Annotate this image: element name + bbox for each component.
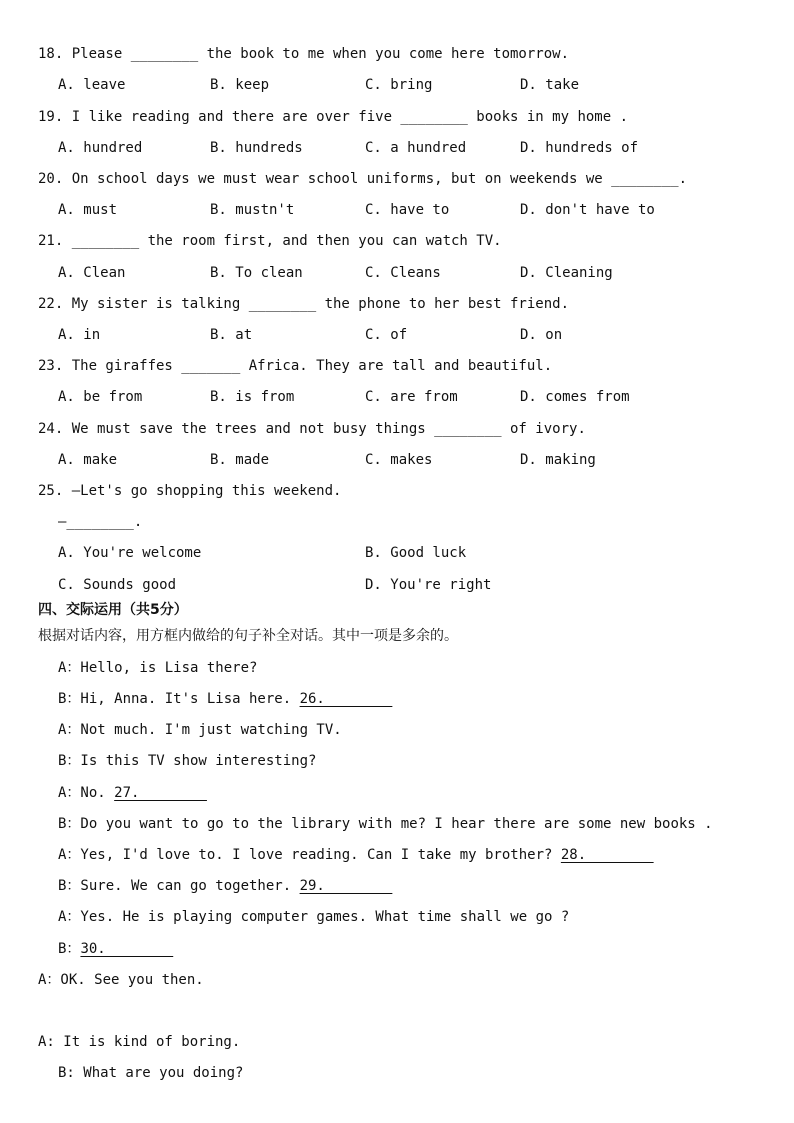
question-25: 25. —Let's go shopping this weekend.: [38, 483, 342, 499]
dialogue-line-10: B：30.________: [58, 941, 174, 957]
question-19: 19. I like reading and there are over five ________ books in my home .: [38, 109, 629, 125]
blank-28[interactable]: 28.________: [560, 847, 654, 863]
q22-option-b[interactable]: B. at: [210, 327, 253, 343]
dialogue-line-9: A：Yes. He is playing computer games. What time shall we go ?: [58, 909, 570, 925]
section-4-instruction: 根据对话内容，用方框内做给的句子补全对话。其中一项是多余的。: [38, 628, 458, 644]
q18-option-a[interactable]: A. leave: [58, 77, 126, 93]
blank-27[interactable]: 27.________: [114, 785, 207, 801]
q25-option-c[interactable]: C. Sounds good: [58, 577, 177, 593]
q22-option-d[interactable]: D. on: [520, 327, 563, 343]
section-4-title: 四、交际运用（共5分）: [38, 602, 188, 618]
q22-option-a[interactable]: A. in: [58, 327, 101, 343]
question-24: 24. We must save the trees and not busy things ________ of ivory.: [38, 421, 586, 437]
q21-option-a[interactable]: A. Clean: [58, 265, 126, 281]
q18-option-b[interactable]: B. keep: [210, 77, 270, 93]
box-option-b: B: What are you doing?: [58, 1065, 244, 1081]
dialogue-line-3: A：Not much. I'm just watching TV.: [58, 722, 342, 738]
q19-option-a[interactable]: A. hundred: [58, 140, 143, 156]
question-23: 23. The giraffes _______ Africa. They are tall and beautiful.: [38, 358, 553, 374]
q20-option-a[interactable]: A. must: [58, 202, 118, 218]
q24-option-c[interactable]: C. makes: [365, 452, 433, 468]
q18-option-c[interactable]: C. bring: [365, 77, 433, 93]
q21-option-d[interactable]: D. Cleaning: [520, 265, 613, 281]
q25-option-a[interactable]: A. You're welcome: [58, 545, 202, 561]
dialogue-line-1: A：Hello, is Lisa there?: [58, 660, 258, 676]
q25-option-b[interactable]: B. Good luck: [365, 545, 467, 561]
question-25-reply: —________.: [58, 514, 143, 530]
dialogue-line-4: B：Is this TV show interesting?: [58, 753, 317, 769]
q24-option-d[interactable]: D. making: [520, 452, 596, 468]
q19-option-d[interactable]: D. hundreds of: [520, 140, 639, 156]
q25-option-d[interactable]: D. You're right: [365, 577, 492, 593]
dialogue-line-8: B：Sure. We can go together. 29.________: [58, 878, 393, 894]
blank-26[interactable]: 26.________: [299, 691, 393, 707]
question-22: 22. My sister is talking ________ the phone to her best friend.: [38, 296, 570, 312]
q19-option-b[interactable]: B. hundreds: [210, 140, 303, 156]
question-21: 21. ________ the room first, and then you can watch TV.: [38, 233, 502, 249]
q22-option-c[interactable]: C. of: [365, 327, 408, 343]
q21-option-c[interactable]: C. Cleans: [365, 265, 441, 281]
q20-option-c[interactable]: C. have to: [365, 202, 450, 218]
q23-option-c[interactable]: C. are from: [365, 389, 458, 405]
dialogue-line-6: B：Do you want to go to the library with me? I hear there are some new books .: [58, 816, 713, 832]
dialogue-line-5: A：No. 27.________: [58, 785, 207, 801]
question-18: 18. Please ________ the book to me when you come here tomorrow.: [38, 46, 570, 62]
dialogue-ending: A：OK. See you then.: [38, 972, 204, 988]
q21-option-b[interactable]: B. To clean: [210, 265, 303, 281]
q24-option-a[interactable]: A. make: [58, 452, 118, 468]
q20-option-d[interactable]: D. don't have to: [520, 202, 655, 218]
blank-30[interactable]: 30.________: [80, 941, 174, 957]
q23-option-d[interactable]: D. comes from: [520, 389, 630, 405]
question-20: 20. On school days we must wear school uniforms, but on weekends we ________.: [38, 171, 688, 187]
q19-option-c[interactable]: C. a hundred: [365, 140, 467, 156]
dialogue-line-7: A：Yes, I'd love to. I love reading. Can I take my brother? 28.________: [58, 847, 654, 863]
q18-option-d[interactable]: D. take: [520, 77, 580, 93]
blank-29[interactable]: 29.________: [299, 878, 393, 894]
q23-option-a[interactable]: A. be from: [58, 389, 143, 405]
q24-option-b[interactable]: B. made: [210, 452, 270, 468]
q20-option-b[interactable]: B. mustn't: [210, 202, 295, 218]
q23-option-b[interactable]: B. is from: [210, 389, 295, 405]
box-option-a: A: It is kind of boring.: [38, 1034, 241, 1050]
dialogue-line-2: B：Hi, Anna. It's Lisa here. 26.________: [58, 691, 393, 707]
